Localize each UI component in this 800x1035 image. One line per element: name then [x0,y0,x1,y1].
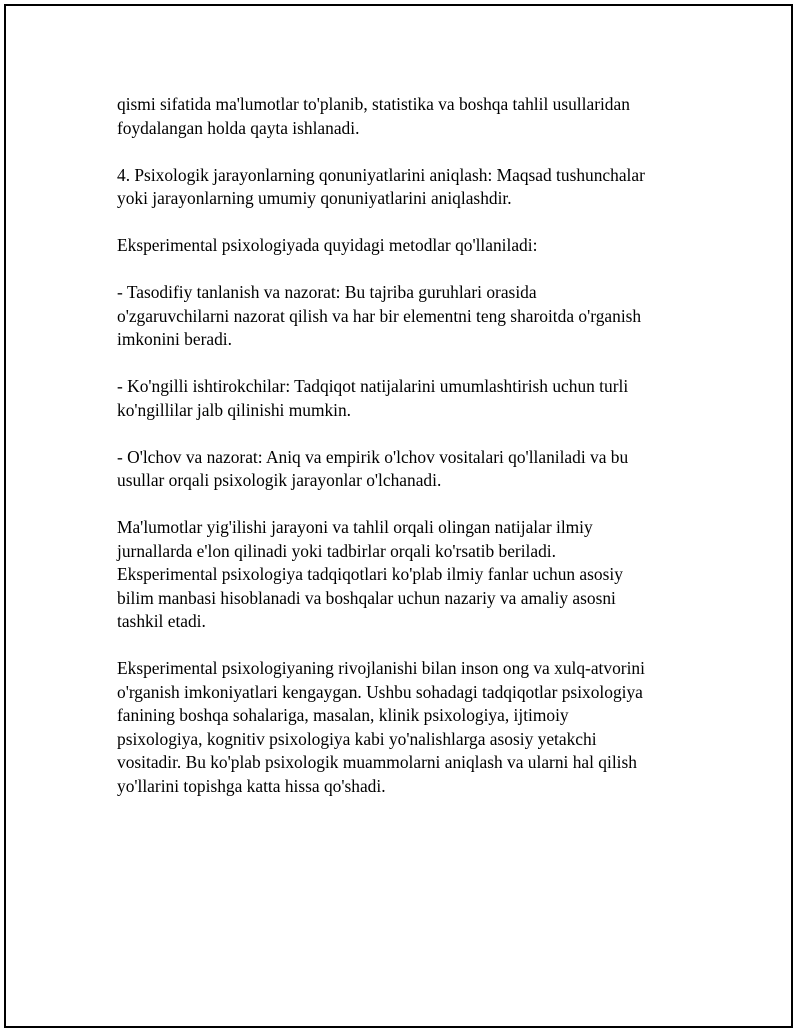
text-line: Eksperimental psixologiyada quyidagi metodlar qo'llaniladi: [117,235,538,255]
paragraph [117,234,697,258]
paragraph [117,281,697,352]
text-line: tashkil etadi. [117,611,206,631]
text-line: psixologiya, kognitiv psixologiya kabi yo'nalishlarga asosiy yetakchi [117,728,597,749]
text-line: - O'lchov va nazorat: Aniq va empirik o'lchov vositalari qo'llaniladi va bu [117,446,629,467]
text-line: - Ko'ngilli ishtirokchilar: Tadqiqot natijalarini umumlashtirish uchun turli [117,376,629,396]
text-line: 4. Psixologik jarayonlarning qonuniyatlarini aniqlash: Maqsad tushunchalar [117,164,645,185]
document-body [117,93,697,822]
text-line: Ma'lumotlar yig'ilishi jarayoni va tahlil orqali olingan natijalar ilmiy [117,517,593,537]
text-line: ko'ngillilar jalb qilinishi mumkin. [117,399,352,420]
text-line: o'rganish imkoniyatlari kengaygan. Ushbu sohadagi tadqiqotlar psixologiya [117,681,643,702]
text-line: yo'llarini topishga katta hissa qo'shadi. [117,775,386,796]
text-line: - Tasodifiy tanlanish va nazorat: Bu tajriba guruhlari orasida [117,282,537,302]
text-line: imkonini beradi. [117,329,232,349]
text-line: fanining boshqa sohalariga, masalan, klinik psixologiya, ijtimoiy [117,705,569,725]
text-line: Eksperimental psixologiya tadqiqotlari ko'plab ilmiy fanlar uchun asosiy [117,564,623,584]
text-line: Eksperimental psixologiyaning rivojlanishi bilan inson ong va xulq-atvorini [117,658,645,678]
text-line: o'zgaruvchilarni nazorat qilish va har bir elementni teng sharoitda o'rganish [117,305,642,326]
paragraph [117,375,697,422]
paragraph [117,446,697,493]
paragraph [117,516,697,634]
text-line: foydalangan holda qayta ishlanadi. [117,117,360,138]
paragraph [117,164,697,211]
text-line: bilim manbasi hisoblanadi va boshqalar uchun nazariy va amaliy asosni [117,587,616,608]
paragraph [117,93,697,140]
paragraph [117,657,697,798]
text-line: qismi sifatida ma'lumotlar to'planib, statistika va boshqa tahlil usullaridan [117,94,630,114]
text-line: usullar orqali psixologik jarayonlar o'lchanadi. [117,470,442,490]
text-line: jurnallarda e'lon qilinadi yoki tadbirlar orqali ko'rsatib beriladi. [117,540,556,561]
text-line: vositadir. Bu ko'plab psixologik muammolarni aniqlash va ularni hal qilish [117,752,637,772]
text-line: yoki jarayonlarning umumiy qonuniyatlarini aniqlashdir. [117,188,512,208]
